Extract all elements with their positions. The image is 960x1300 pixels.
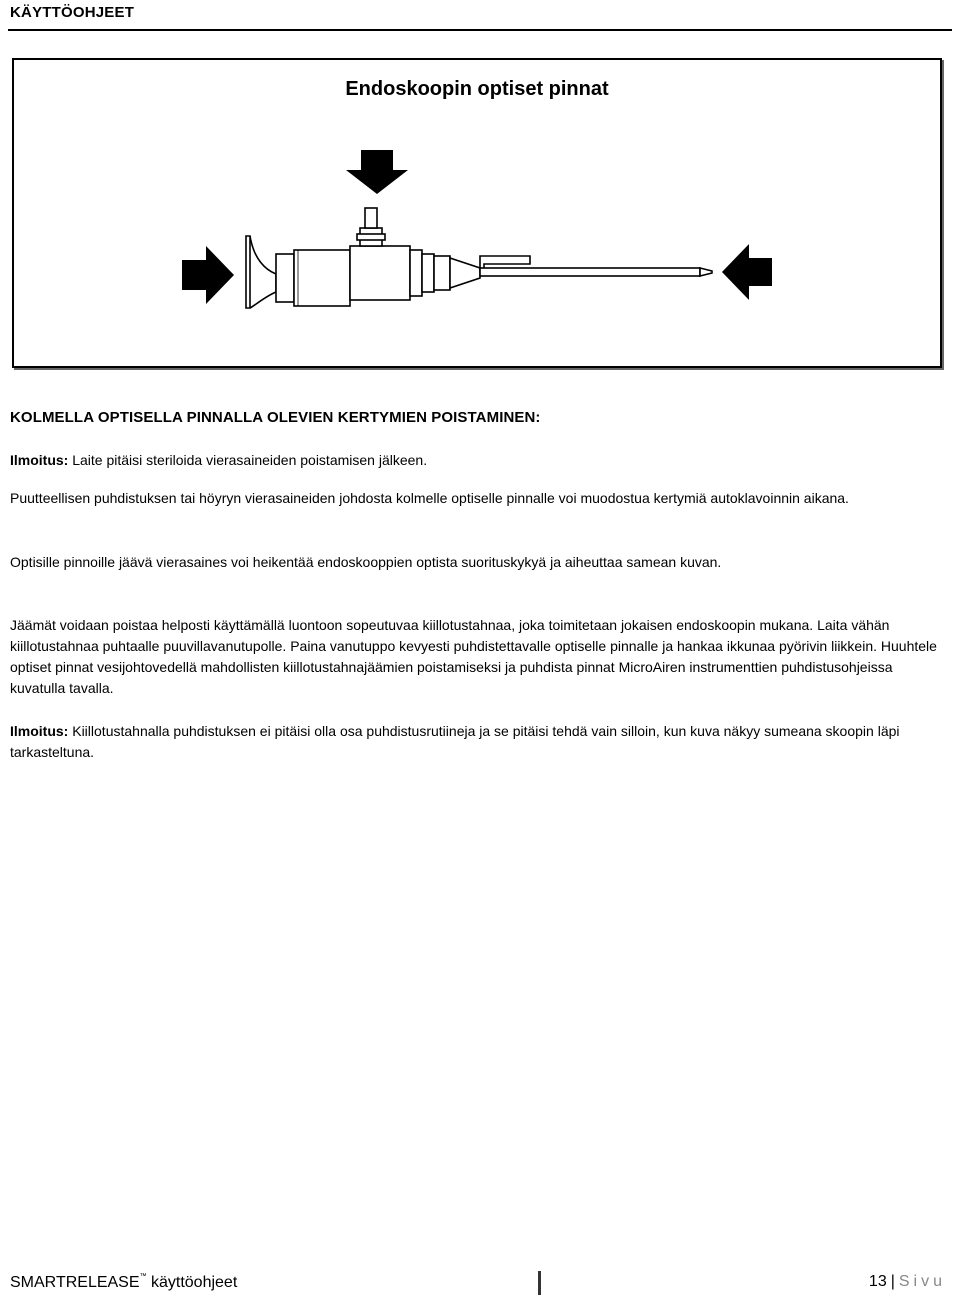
footer-divider — [538, 1271, 541, 1295]
figure-frame — [12, 58, 942, 368]
figure-title: Endoskoopin optiset pinnat — [345, 78, 609, 100]
section-heading: KOLMELLA OPTISELLA PINNALLA OLEVIEN KERTYMIEN POISTAMINEN: — [10, 409, 541, 426]
footer-doc-label: käyttöohjeet — [146, 1274, 238, 1291]
footer-product-name: SMARTRELEASE — [10, 1274, 140, 1291]
notice-polishing — [10, 721, 950, 763]
endoscope-figure — [14, 60, 940, 366]
arrow-down-icon — [346, 150, 408, 194]
paragraph-deposits: Puutteellisen puhdistuksen tai höyryn vierasaineiden johdosta kolmelle optiselle pinnalle voi muodostua kertymiä autoklavoinnin aikana. — [10, 490, 849, 506]
notice-text: Laite pitäisi steriloida vierasaineiden poistamisen jälkeen. — [72, 452, 428, 468]
header-divider — [8, 29, 952, 31]
notice-label: Ilmoitus: — [10, 723, 69, 739]
endoscope-illustration — [246, 208, 712, 308]
footer-page-indicator — [869, 1273, 946, 1291]
page-separator: | — [890, 1273, 895, 1290]
paragraph-optical-performance: Optisille pinnoille jäävä vierasaines voi heikentää endoskooppien optista suorituskykyä ja aiheuttaa samean kuvan. — [10, 554, 722, 570]
notice-text: Kiillotustahnalla puhdistuksen ei pitäisi olla osa puhdistusrutiineja ja se pitäisi tehdä vain silloin, kun kuva näkyy sumeana skoopin läpi tarkasteltuna. — [10, 723, 900, 760]
page-number: 13 — [868, 1273, 887, 1290]
paragraph-polishing-instructions: Jäämät voidaan poistaa helposti käyttämällä luontoon sopeutuvaa kiillotustahnaa, joka toimitetaan jokaisen endoskoopin mukana. Laita vähän kiillotustahnaa puhtaalle puuvillavanutupolle. Paina vanutuppo kevyesti puhdistettavalle optiselle pinnalle ja hankaa ikkunaa pyörivin liikkein. Huuhtele optiset pinnat vesijohtovedellä mahdollisten kiillotustahnajäämien poistamiseksi ja puhdista pinnat MicroAiren instrumenttien puhdistusohjeissa kuvatulla tavalla. — [10, 617, 937, 696]
notice-label: Ilmoitus: — [10, 452, 69, 468]
notice-sterilize — [10, 450, 950, 471]
footer-document-name — [10, 1273, 237, 1292]
page-word: Sivu — [898, 1273, 946, 1290]
arrow-right-icon — [182, 246, 234, 304]
trademark-symbol: ™ — [139, 1273, 147, 1280]
arrow-left-icon — [722, 244, 772, 300]
document-header-title: KÄYTTÖOHJEET — [10, 4, 135, 21]
